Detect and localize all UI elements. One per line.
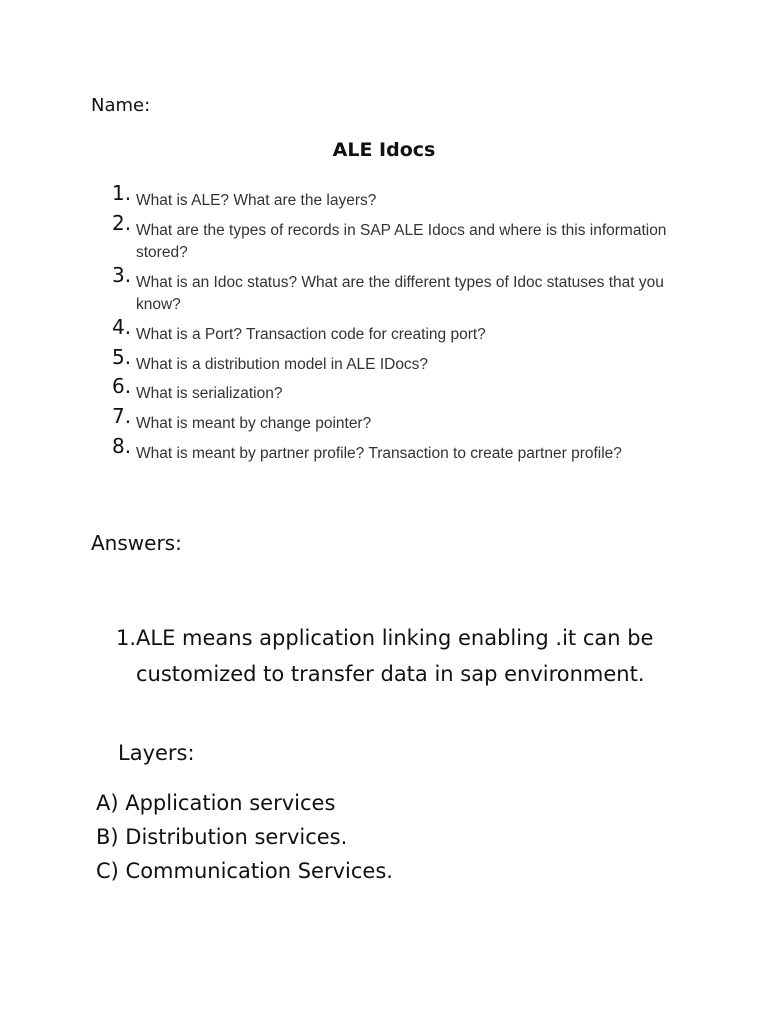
question-text: What is meant by partner profile? Transaction to create partner profile?: [136, 445, 622, 462]
layer-item: C) Communication Services.: [96, 859, 393, 883]
answer-item: [116, 620, 676, 692]
answer-number: 1.: [116, 626, 137, 650]
question-text: What is an Idoc status? What are the different types of Idoc statuses that you know?: [136, 274, 664, 313]
answer-text: ALE means application linking enabling .it can be customized to transfer data in sap environment.: [136, 626, 654, 686]
layer-item: A) Application services: [96, 791, 336, 815]
question-number: 8.: [112, 434, 132, 458]
question-number: 1.: [112, 181, 132, 205]
question-text: What is serialization?: [136, 385, 283, 402]
question-item: [108, 345, 688, 379]
question-text: What is a distribution model in ALE IDocs?: [136, 356, 429, 373]
question-item: [108, 404, 688, 439]
question-number: 2.: [112, 211, 132, 235]
question-item: [108, 211, 688, 268]
document-title: ALE Idocs: [332, 139, 436, 161]
layers-list: [96, 786, 393, 888]
question-number: 6.: [112, 374, 132, 398]
question-number: 7.: [112, 404, 132, 428]
question-text: What are the types of records in SAP ALE Idocs and where is this information stored?: [136, 222, 667, 261]
question-item: [108, 374, 688, 409]
layers-heading: Layers:: [118, 741, 195, 765]
question-item: [108, 315, 688, 350]
question-text: What is a Port? Transaction code for creating port?: [136, 326, 486, 343]
question-text: What is meant by change pointer?: [136, 415, 372, 432]
question-item: [108, 263, 688, 320]
question-text: What is ALE? What are the layers?: [136, 192, 377, 209]
answers-heading: Answers:: [91, 531, 182, 555]
question-item: [108, 181, 688, 216]
question-number: 4.: [112, 315, 132, 339]
name-label: Name:: [91, 95, 151, 116]
question-number: 3.: [112, 263, 132, 287]
questions-list: [108, 181, 688, 469]
question-item: [108, 434, 688, 469]
layer-item: B) Distribution services.: [96, 825, 348, 849]
question-number: 5.: [112, 345, 132, 369]
